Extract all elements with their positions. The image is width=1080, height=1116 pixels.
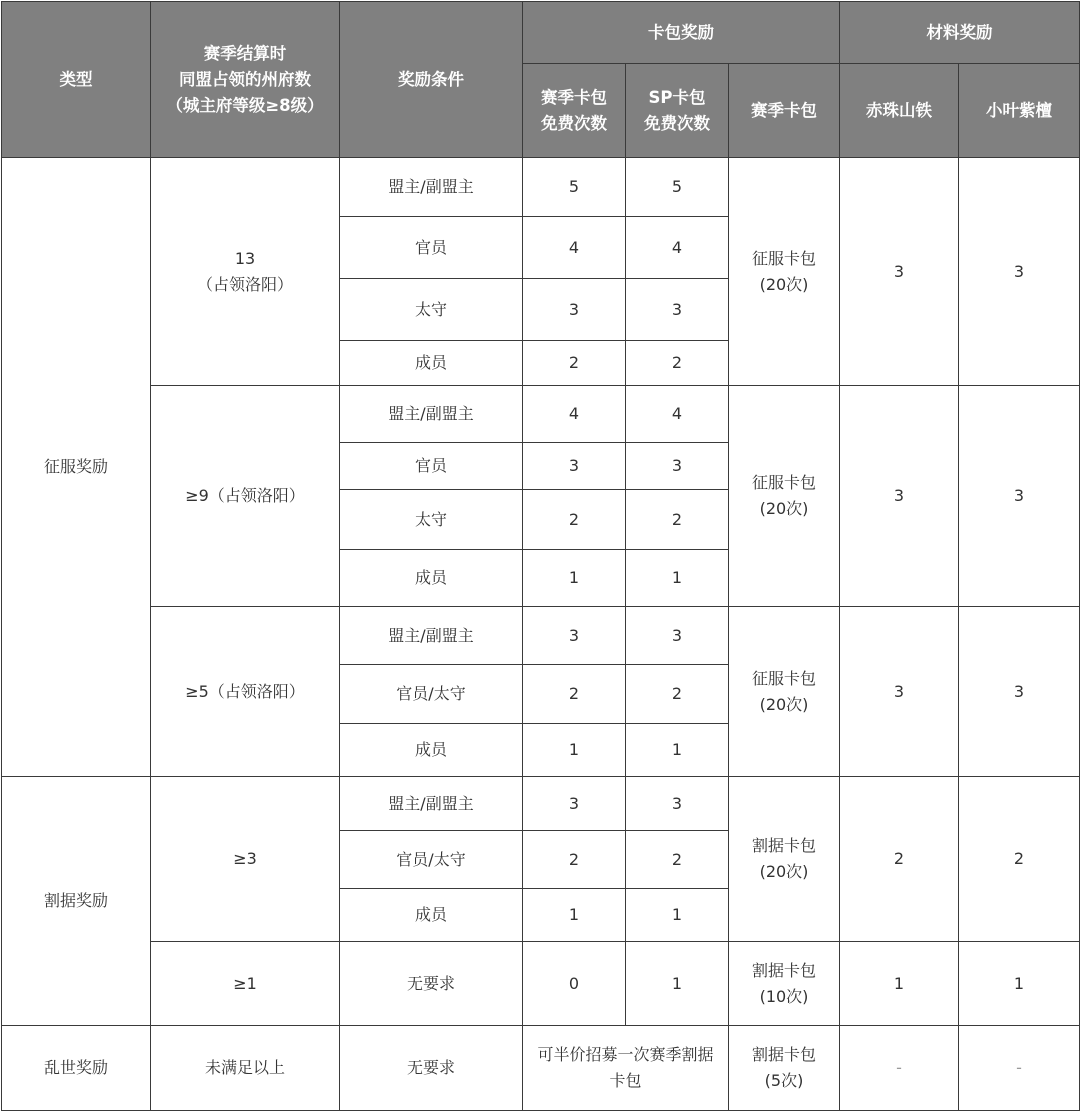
count-cell: ≥9（占领洛阳） — [151, 386, 340, 607]
type-cell: 乱世奖励 — [2, 1026, 151, 1111]
header-material-1: 赤珠山铁 — [840, 64, 959, 158]
sp-free-cell: 1 — [626, 550, 729, 607]
header-season-pack: 赛季卡包 — [729, 64, 840, 158]
material-1-cell: 1 — [840, 942, 959, 1026]
material-2-cell: - — [959, 1026, 1080, 1111]
type-cell: 征服奖励 — [2, 158, 151, 777]
season-pack-cell: 割据卡包 (20次) — [729, 777, 840, 942]
table-row — [2, 942, 1080, 1026]
header-type: 类型 — [2, 2, 151, 158]
season-free-cell: 2 — [523, 341, 626, 386]
season-free-cell: 4 — [523, 386, 626, 443]
sp-free-cell: 1 — [626, 889, 729, 942]
count-cell: ≥3 — [151, 777, 340, 942]
season-pack-cell: 征服卡包 (20次) — [729, 607, 840, 777]
sp-free-cell: 2 — [626, 831, 729, 889]
material-1-cell: - — [840, 1026, 959, 1111]
reward-table — [1, 1, 1080, 1111]
header-prefecture-count: 赛季结算时 同盟占领的州府数 （城主府等级≥8级） — [151, 2, 340, 158]
table-row — [2, 777, 1080, 831]
season-free-cell: 2 — [523, 665, 626, 724]
condition-cell: 成员 — [340, 889, 523, 942]
count-cell: ≥1 — [151, 942, 340, 1026]
season-free-cell: 1 — [523, 889, 626, 942]
count-cell: 未满足以上 — [151, 1026, 340, 1111]
header-material-group: 材料奖励 — [840, 2, 1080, 64]
condition-cell: 盟主/副盟主 — [340, 607, 523, 665]
sp-free-cell: 1 — [626, 942, 729, 1026]
season-free-cell: 4 — [523, 217, 626, 279]
type-cell: 割据奖励 — [2, 777, 151, 1026]
material-1-cell: 2 — [840, 777, 959, 942]
sp-free-cell: 3 — [626, 279, 729, 341]
material-2-cell: 3 — [959, 158, 1080, 386]
condition-cell: 官员/太守 — [340, 831, 523, 889]
sp-free-cell: 4 — [626, 386, 729, 443]
table-row — [2, 386, 1080, 443]
sp-free-cell: 2 — [626, 490, 729, 550]
material-1-cell: 3 — [840, 607, 959, 777]
material-2-cell: 3 — [959, 386, 1080, 607]
material-2-cell: 3 — [959, 607, 1080, 777]
sp-free-cell: 5 — [626, 158, 729, 217]
material-1-cell: 3 — [840, 158, 959, 386]
season-pack-cell: 割据卡包 (10次) — [729, 942, 840, 1026]
condition-cell: 无要求 — [340, 1026, 523, 1111]
header-material-2: 小叶紫檀 — [959, 64, 1080, 158]
sp-free-cell: 1 — [626, 724, 729, 777]
table-header — [2, 2, 1080, 158]
material-2-cell: 1 — [959, 942, 1080, 1026]
season-free-cell: 2 — [523, 831, 626, 889]
condition-cell: 成员 — [340, 341, 523, 386]
condition-cell: 盟主/副盟主 — [340, 158, 523, 217]
season-free-cell: 2 — [523, 490, 626, 550]
condition-cell: 官员 — [340, 217, 523, 279]
season-pack-cell: 割据卡包 (5次) — [729, 1026, 840, 1111]
season-free-cell: 3 — [523, 607, 626, 665]
condition-cell: 无要求 — [340, 942, 523, 1026]
count-cell: ≥5（占领洛阳） — [151, 607, 340, 777]
condition-cell: 盟主/副盟主 — [340, 386, 523, 443]
sp-free-cell: 3 — [626, 607, 729, 665]
table-row — [2, 607, 1080, 665]
season-free-cell: 3 — [523, 443, 626, 490]
condition-cell: 官员/太守 — [340, 665, 523, 724]
sp-free-cell: 2 — [626, 341, 729, 386]
season-free-cell: 0 — [523, 942, 626, 1026]
sp-free-cell: 3 — [626, 443, 729, 490]
header-condition: 奖励条件 — [340, 2, 523, 158]
table-row — [2, 1026, 1080, 1111]
header-card-group: 卡包奖励 — [523, 2, 840, 64]
season-free-cell: 3 — [523, 279, 626, 341]
sp-free-cell: 4 — [626, 217, 729, 279]
sp-free-cell: 2 — [626, 665, 729, 724]
condition-cell: 成员 — [340, 550, 523, 607]
season-pack-cell: 征服卡包 (20次) — [729, 158, 840, 386]
material-1-cell: 3 — [840, 386, 959, 607]
material-2-cell: 2 — [959, 777, 1080, 942]
condition-cell: 盟主/副盟主 — [340, 777, 523, 831]
condition-cell: 成员 — [340, 724, 523, 777]
season-free-cell: 1 — [523, 550, 626, 607]
season-free-cell: 3 — [523, 777, 626, 831]
season-pack-cell: 征服卡包 (20次) — [729, 386, 840, 607]
header-sp-free: SP卡包 免费次数 — [626, 64, 729, 158]
sp-free-cell: 3 — [626, 777, 729, 831]
table-row — [2, 158, 1080, 217]
season-free-cell: 5 — [523, 158, 626, 217]
count-cell: 13 （占领洛阳） — [151, 158, 340, 386]
header-season-free: 赛季卡包 免费次数 — [523, 64, 626, 158]
season-free-cell: 1 — [523, 724, 626, 777]
condition-cell: 太守 — [340, 490, 523, 550]
condition-cell: 官员 — [340, 443, 523, 490]
condition-cell: 太守 — [340, 279, 523, 341]
free-recruit-cell: 可半价招募一次赛季割据 卡包 — [523, 1026, 729, 1111]
